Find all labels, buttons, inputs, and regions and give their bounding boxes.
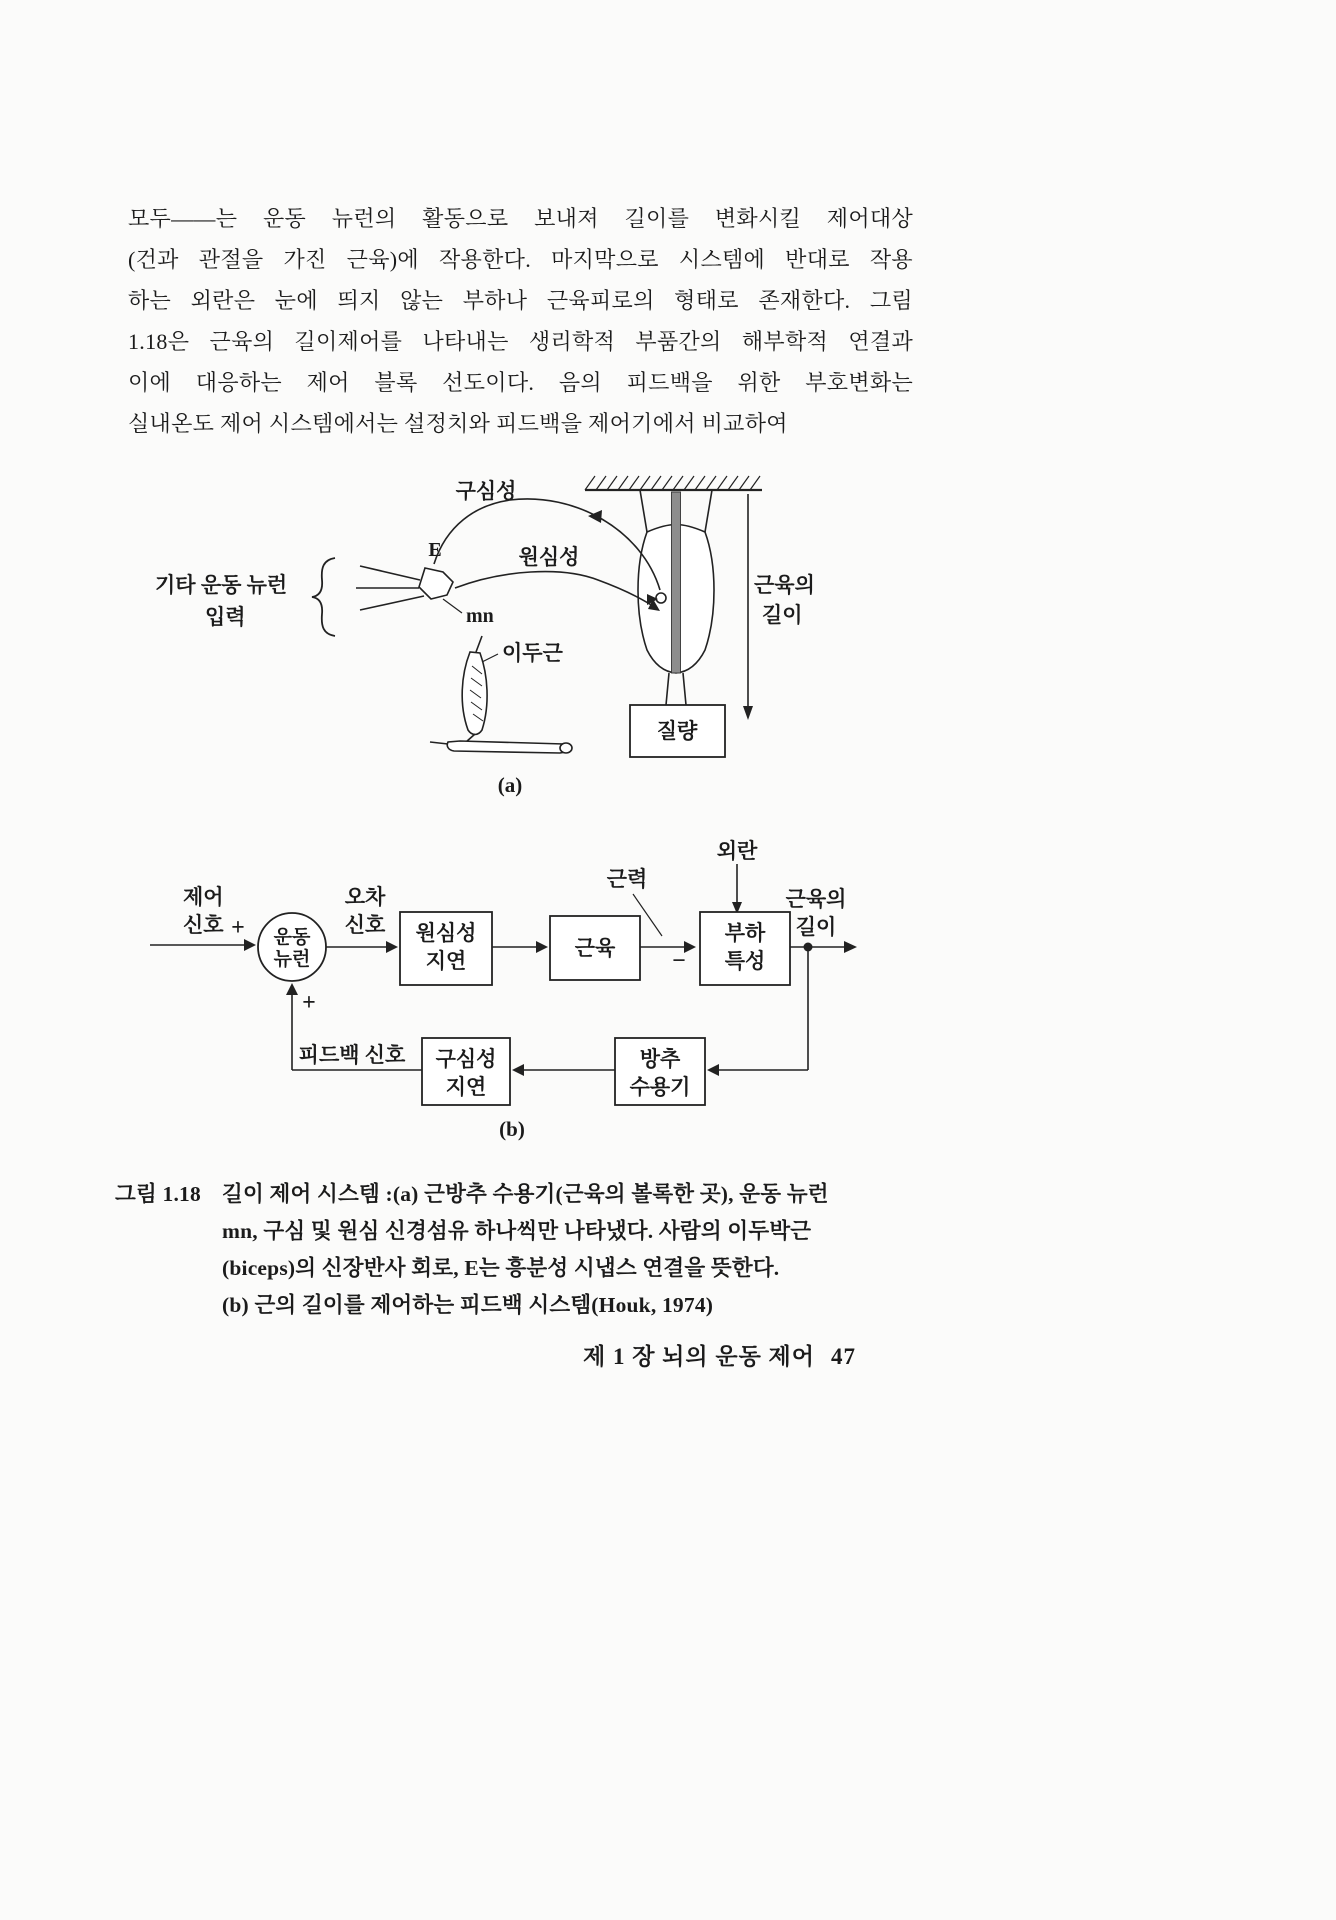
spindle-box-label-line1: 방추 (639, 1047, 681, 1071)
caption-line: 길이 제어 시스템 :(a) 근방추 수용기(근육의 볼록한 곳), 운동 뉴런 (222, 1182, 829, 1206)
mass-label: 질량 (656, 719, 698, 743)
forearm-bone (447, 741, 567, 753)
error-signal-arrowhead (386, 941, 398, 953)
muscle-attachment-left (640, 490, 647, 532)
page-number: 47 (831, 1344, 856, 1369)
biceps-label: 이두근 (502, 641, 563, 665)
figure-a-sublabel: (a) (497, 773, 523, 797)
dendrite (360, 566, 420, 580)
control-signal-label-line2: 신호 (183, 913, 224, 937)
input-brace (312, 558, 335, 636)
output-arrowhead (844, 941, 857, 953)
error-signal-label-line1: 오차 (344, 885, 386, 909)
spindle-to-afferent-arrowhead (512, 1064, 524, 1076)
control-signal-label-line1: 제어 (183, 885, 224, 909)
figure-caption (115, 1176, 945, 1324)
biceps-label-pointer (482, 654, 498, 662)
output-label-line2: 길이 (795, 915, 837, 939)
feedback-up-arrowhead (286, 983, 298, 995)
paragraph-line: (건과 관절을 가진 근육)에 작용한다. 마지막으로 시스템에 반대로 작용 (128, 247, 913, 272)
ceiling-hatch (585, 476, 760, 490)
output-label-line1: 근육의 (785, 887, 847, 911)
caption-line: mn, 구심 및 원심 신경섬유 하나씩만 나타냈다. 사람의 이두박근 (222, 1219, 812, 1243)
afferent-delay-label-line2: 지연 (445, 1075, 487, 1099)
paragraph-line: 이에 대응하는 제어 블록 선도이다. 음의 피드백을 위한 부호변화는 (128, 370, 913, 395)
plus-feedback-sign: + (302, 990, 316, 1016)
disturbance-label: 외란 (716, 839, 758, 863)
spindle-box-label-line2: 수용기 (629, 1075, 691, 1099)
paragraph-line: 하는 외란은 눈에 띄지 않는 부하나 근육피로의 형태로 존재한다. 그림 (128, 288, 913, 313)
error-signal-label-line2: 신호 (344, 913, 386, 937)
figure-a-illustration (130, 470, 850, 810)
tendon-left (666, 673, 669, 705)
figure-a-linework (312, 476, 762, 757)
summing-label-line1: 운동 (273, 927, 311, 948)
body-paragraph (128, 198, 913, 444)
tendon-right (683, 673, 686, 705)
spindle-central-rod (672, 492, 681, 673)
paragraph-line: 모두——는 운동 뉴런의 활동으로 보내져 길이를 변화시킬 제어대상 (128, 206, 913, 231)
muscle-force-label: 근력 (606, 867, 648, 891)
caption-line: (b) 근의 길이를 제어하는 피드백 시스템(Houk, 1974) (222, 1293, 714, 1317)
efferent-label: 원심성 (518, 545, 580, 569)
figure-caption-label: 그림 1.18 (115, 1182, 201, 1206)
page-footer (583, 1338, 856, 1371)
caption-line: (biceps)의 신장반사 회로, E는 흥분성 시냅스 연결을 뜻한다. (222, 1256, 780, 1280)
feedback-signal-label: 피드백 신호 (298, 1043, 406, 1067)
forearm-bone-end (560, 743, 572, 753)
motoneuron-soma (419, 568, 453, 599)
dendrite (360, 596, 424, 610)
hand-line (430, 742, 448, 744)
afferent-arrowhead (588, 510, 602, 523)
load-box-label-line1: 부하 (724, 921, 766, 945)
mn-pointer-line (443, 599, 462, 613)
efferent-nerve-curve (455, 572, 656, 608)
summing-label-line2: 뉴런 (273, 949, 311, 970)
other-input-label-line1: 기타 운동 뉴런 (155, 573, 288, 597)
plus-input-sign: + (231, 915, 245, 941)
muscle-length-label-line1: 근육의 (754, 573, 815, 597)
biceps-upper-tendon (476, 636, 482, 652)
load-box-label-line2: 특성 (724, 949, 766, 973)
other-input-label-line2: 입력 (205, 605, 246, 629)
efferent-delay-label-line2: 지연 (425, 949, 467, 973)
muscle-attachment-right (705, 490, 712, 532)
feedback-to-spindle-arrowhead (707, 1064, 719, 1076)
efferent-delay-label-line1: 원심성 (415, 921, 477, 945)
muscle-box-label: 근육 (574, 936, 616, 960)
excitatory-synapse-label: E (428, 539, 442, 561)
afferent-delay-label-line1: 구심성 (435, 1047, 497, 1071)
muscle-length-arrowhead (743, 706, 753, 720)
motoneuron-label: mn (466, 605, 494, 627)
paragraph-line: 실내온도 제어 시스템에서는 설정치와 피드백을 제어기에서 비교하여 (128, 411, 788, 436)
afferent-label: 구심성 (455, 479, 517, 503)
figure-b-block-diagram (130, 828, 890, 1158)
figure-b-sublabel: (b) (499, 1117, 525, 1141)
paragraph-line: 1.18은 근육의 길이제어를 나타내는 생리학적 부품간의 해부학적 연결과 (128, 329, 913, 354)
figure-b-linework (150, 864, 857, 1105)
chapter-title: 제 1 장 뇌의 운동 제어 (583, 1344, 815, 1369)
control-signal-arrowhead (244, 939, 256, 951)
muscle-length-label-line2: 길이 (762, 603, 803, 627)
minus-sign: − (672, 948, 686, 974)
efferent-to-muscle-arrowhead (536, 941, 548, 953)
